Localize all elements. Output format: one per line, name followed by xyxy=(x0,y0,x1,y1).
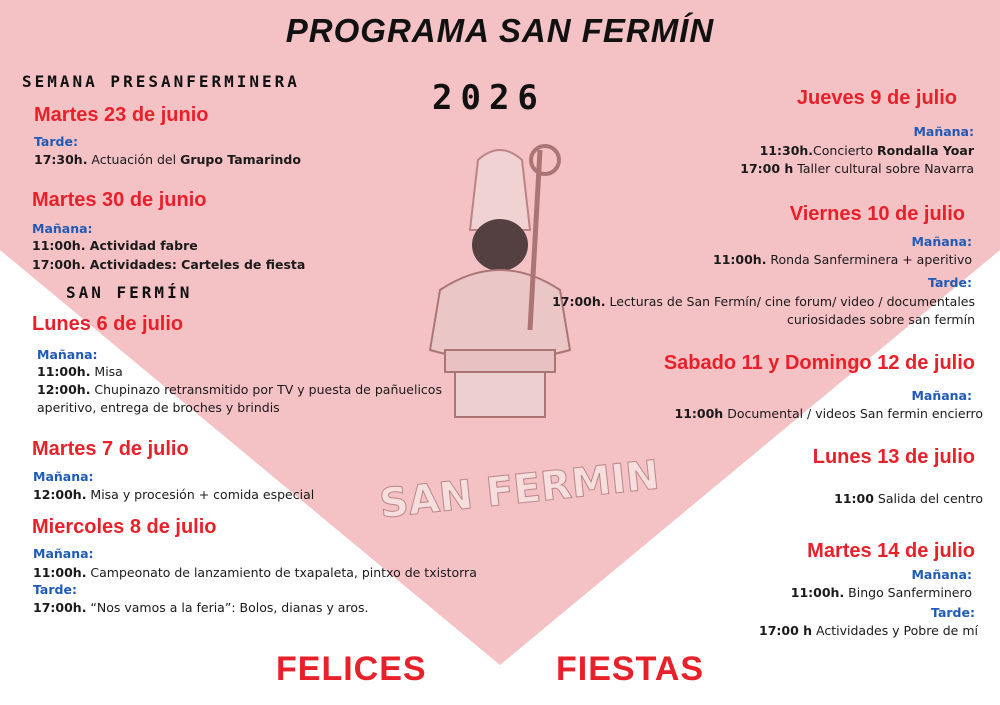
footer-felices: FELICES xyxy=(276,650,427,688)
event-line: curiosidades sobre san fermín xyxy=(786,312,975,327)
period-label: Tarde: xyxy=(33,582,77,597)
section-presanferminera: SEMANA PRESANFERMINERA xyxy=(22,72,300,91)
period-label: Mañana: xyxy=(913,124,974,139)
period-label: Mañana: xyxy=(911,388,972,403)
event-line: 11:00h. Campeonato de lanzamiento de txapaleta, pintxo de txistorra xyxy=(33,565,477,580)
event-line: 11:00h. Ronda Sanferminera + aperitivo xyxy=(713,252,972,267)
period-label: Mañana: xyxy=(37,347,98,362)
event-line: 11:30h.Concierto Rondalla Yoar xyxy=(759,143,974,158)
event-line: 17:00 h Taller cultural sobre Navarra xyxy=(740,161,974,176)
day-title: Martes 23 de junio xyxy=(34,104,209,126)
event-line: 11:00h. Actividad fabre xyxy=(32,238,198,253)
event-line: 17:00 h Actividades y Pobre de mí xyxy=(759,623,978,638)
day-title: Sabado 11 y Domingo 12 de julio xyxy=(663,352,975,374)
year: 2026 xyxy=(432,78,546,118)
period-label: Mañana: xyxy=(911,567,972,582)
period-label: Mañana: xyxy=(33,546,94,561)
event-line: 17:00h. Actividades: Carteles de fiesta xyxy=(32,257,306,272)
emblem-text: SAN FERMIN xyxy=(377,452,662,528)
period-label: Mañana: xyxy=(33,469,94,484)
period-label: Tarde: xyxy=(34,134,78,149)
day-title: Viernes 10 de julio xyxy=(789,203,965,225)
event-line: 17:30h. Actuación del Grupo Tamarindo xyxy=(34,152,301,167)
day-title: Martes 14 de julio xyxy=(807,540,975,562)
event-line: 11:00 Salida del centro xyxy=(834,491,983,506)
day-title: Lunes 6 de julio xyxy=(32,313,184,335)
period-label: Mañana: xyxy=(32,221,93,236)
period-label: Mañana: xyxy=(911,234,972,249)
day-title: Jueves 9 de julio xyxy=(796,87,957,109)
page-title: PROGRAMA SAN FERMÍN xyxy=(285,12,715,49)
day-title: Martes 30 de junio xyxy=(32,189,207,211)
footer-fiestas: FIESTAS xyxy=(556,650,705,688)
event-line: 11:00h Documental / videos San fermin encierro xyxy=(674,406,983,421)
event-line: aperitivo, entrega de broches y brindis xyxy=(37,400,280,415)
day-title: Lunes 13 de julio xyxy=(812,446,975,468)
day-title: Martes 7 de julio xyxy=(32,438,189,460)
period-label: Tarde: xyxy=(931,605,975,620)
event-line: 11:00h. Misa xyxy=(37,364,123,379)
event-line: 12:00h. Misa y procesión + comida especial xyxy=(33,487,315,502)
event-line: 17:00h. “Nos vamos a la feria”: Bolos, dianas y aros. xyxy=(33,600,369,615)
event-line: 11:00h. Bingo Sanferminero xyxy=(790,585,972,600)
event-line: 12:00h. Chupinazo retransmitido por TV y puesta de pañuelicos xyxy=(37,382,442,397)
section-san-fermin: SAN FERMÍN xyxy=(66,283,193,302)
period-label: Tarde: xyxy=(928,275,972,290)
day-title: Miercoles 8 de julio xyxy=(32,516,217,538)
event-line: 17:00h. Lecturas de San Fermín/ cine forum/ video / documentales xyxy=(552,294,975,309)
